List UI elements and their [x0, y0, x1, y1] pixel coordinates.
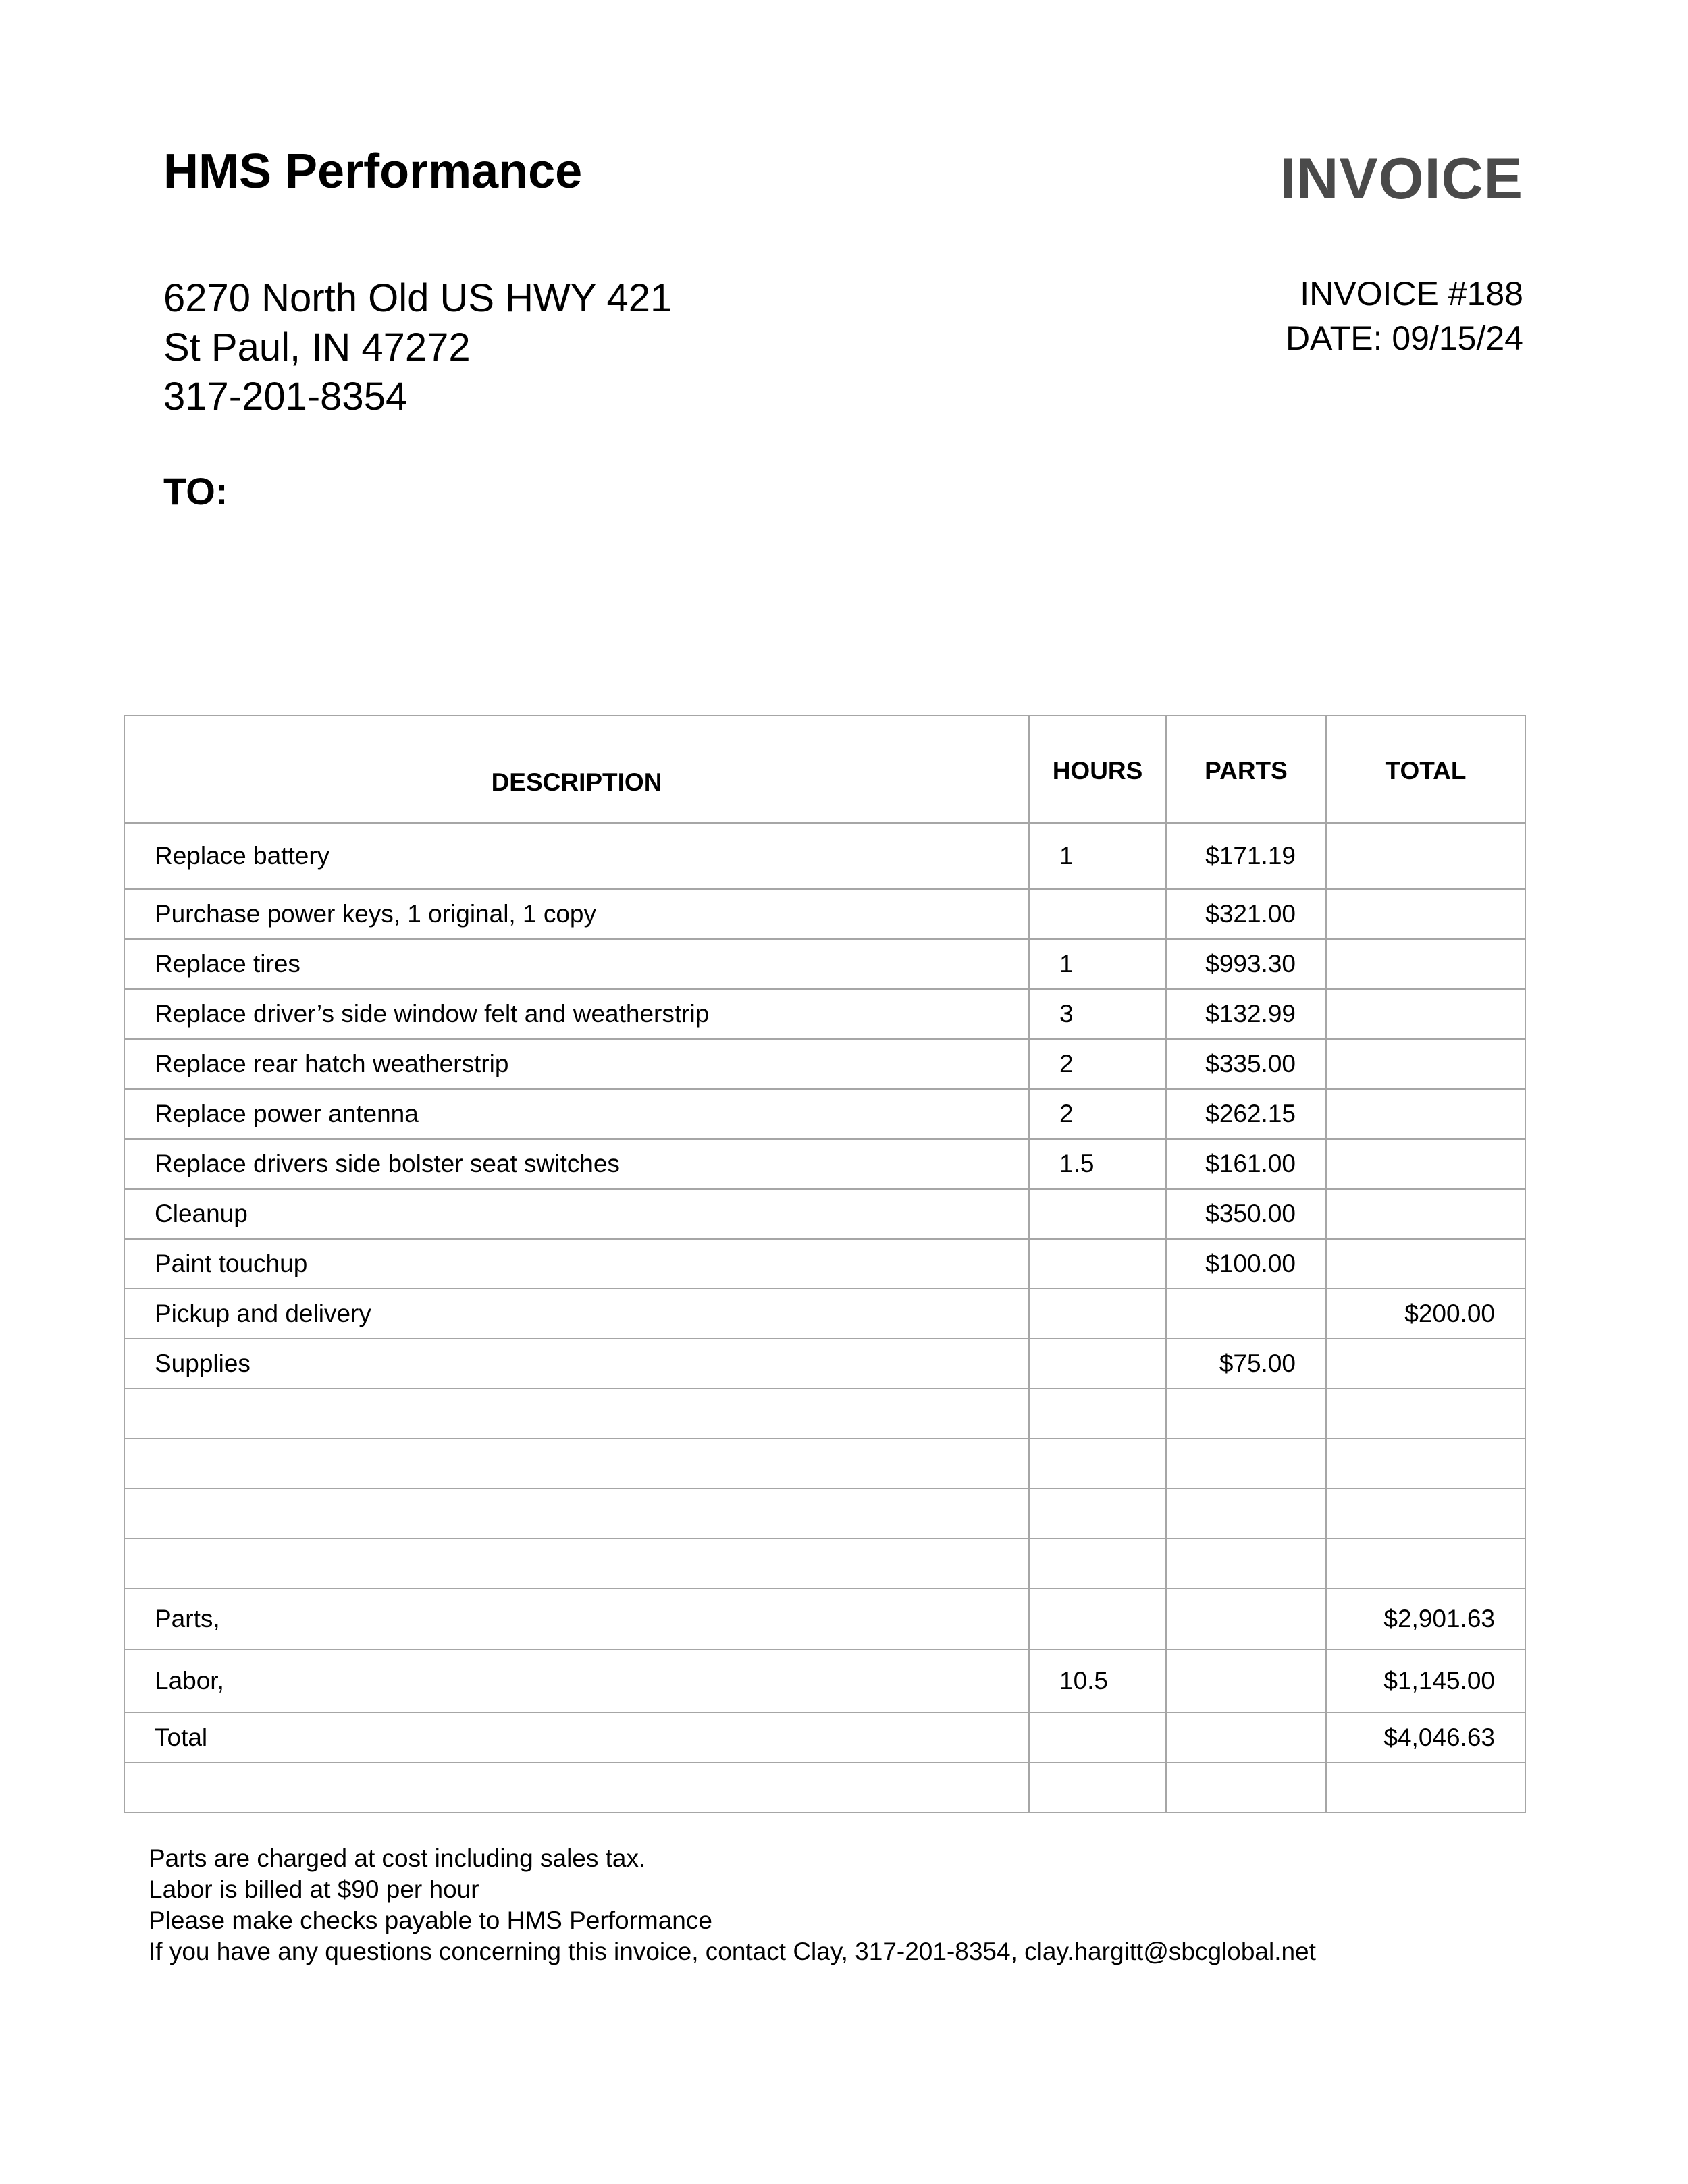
- row-total: [1326, 989, 1525, 1039]
- summary-row-labor: [124, 1649, 1525, 1713]
- summary-parts: [1166, 1763, 1326, 1813]
- note-parts-cost: Parts are charged at cost including sales tax.: [149, 1844, 646, 1872]
- summary-parts: [1166, 1713, 1326, 1763]
- row-parts: $171.19: [1166, 823, 1326, 889]
- row-description: Replace driver’s side window felt and weatherstrip: [124, 989, 1029, 1039]
- summary-hours: 10.5: [1029, 1649, 1166, 1713]
- row-parts: $335.00: [1166, 1039, 1326, 1089]
- row-total: [1326, 823, 1525, 889]
- row-parts: [1166, 1289, 1326, 1339]
- row-parts: [1166, 1439, 1326, 1489]
- row-hours: [1029, 1489, 1166, 1539]
- row-hours: [1029, 1439, 1166, 1489]
- summary-parts: [1166, 1649, 1326, 1713]
- summary-hours: [1029, 1713, 1166, 1763]
- row-hours: [1029, 1339, 1166, 1389]
- row-hours: [1029, 1289, 1166, 1339]
- table-row: [124, 1339, 1525, 1389]
- row-description: [124, 1389, 1029, 1439]
- row-hours: 2: [1029, 1039, 1166, 1089]
- row-description: Replace tires: [124, 939, 1029, 989]
- invoice-number: INVOICE #188: [1300, 275, 1523, 313]
- row-total: [1326, 1489, 1525, 1539]
- row-total: [1326, 1139, 1525, 1189]
- row-parts: [1166, 1539, 1326, 1589]
- row-hours: [1029, 1539, 1166, 1589]
- address-city-state-zip: St Paul, IN 47272: [163, 325, 471, 369]
- table-row-empty: [124, 1439, 1525, 1489]
- row-parts: $75.00: [1166, 1339, 1326, 1389]
- company-name: HMS Performance: [163, 144, 583, 198]
- row-description: Purchase power keys, 1 original, 1 copy: [124, 889, 1029, 939]
- row-total: [1326, 1439, 1525, 1489]
- row-hours: 1: [1029, 823, 1166, 889]
- address-street: 6270 North Old US HWY 421: [163, 276, 672, 320]
- table-row: [124, 1289, 1525, 1339]
- row-hours: [1029, 1239, 1166, 1289]
- row-parts: $262.15: [1166, 1089, 1326, 1139]
- row-parts: [1166, 1389, 1326, 1439]
- row-parts: $321.00: [1166, 889, 1326, 939]
- row-description: Replace battery: [124, 823, 1029, 889]
- summary-total: $1,145.00: [1326, 1649, 1525, 1713]
- invoice-notes: [149, 1843, 1316, 1967]
- row-parts: [1166, 1489, 1326, 1539]
- row-total: [1326, 889, 1525, 939]
- table-row-empty: [124, 1539, 1525, 1589]
- table-row-empty: [124, 1489, 1525, 1539]
- summary-hours: [1029, 1589, 1166, 1649]
- row-parts: $161.00: [1166, 1139, 1326, 1189]
- summary-parts: [1166, 1589, 1326, 1649]
- table-row: [124, 1039, 1525, 1089]
- row-description: Replace drivers side bolster seat switches: [124, 1139, 1029, 1189]
- row-hours: 3: [1029, 989, 1166, 1039]
- address-phone: 317-201-8354: [163, 375, 408, 419]
- invoice-items-table: [124, 715, 1526, 1813]
- row-hours: [1029, 1189, 1166, 1239]
- summary-label: Parts,: [124, 1589, 1029, 1649]
- row-total: [1326, 1389, 1525, 1439]
- header-hours: HOURS: [1029, 716, 1166, 823]
- row-description: Supplies: [124, 1339, 1029, 1389]
- row-total: [1326, 1039, 1525, 1089]
- table-row-empty: [124, 1389, 1525, 1439]
- row-description: [124, 1439, 1029, 1489]
- row-description: Paint touchup: [124, 1239, 1029, 1289]
- invoice-date: DATE: 09/15/24: [1285, 319, 1523, 357]
- row-parts: $100.00: [1166, 1239, 1326, 1289]
- summary-label: Labor,: [124, 1649, 1029, 1713]
- company-address: [163, 273, 672, 421]
- summary-label: Total: [124, 1713, 1029, 1763]
- row-hours: 2: [1029, 1089, 1166, 1139]
- row-total: [1326, 1339, 1525, 1389]
- row-description: Replace rear hatch weatherstrip: [124, 1039, 1029, 1089]
- row-total: [1326, 1239, 1525, 1289]
- row-description: [124, 1489, 1029, 1539]
- row-hours: 1.5: [1029, 1139, 1166, 1189]
- row-total: [1326, 1189, 1525, 1239]
- bill-to-label: TO:: [163, 470, 228, 512]
- row-total: [1326, 1089, 1525, 1139]
- row-hours: [1029, 1389, 1166, 1439]
- row-description: Pickup and delivery: [124, 1289, 1029, 1339]
- note-checks-payable: Please make checks payable to HMS Performance: [149, 1907, 712, 1934]
- row-parts: $350.00: [1166, 1189, 1326, 1239]
- row-parts: $132.99: [1166, 989, 1326, 1039]
- summary-total: $2,901.63: [1326, 1589, 1525, 1649]
- row-hours: 1: [1029, 939, 1166, 989]
- header-total: TOTAL: [1326, 716, 1525, 823]
- row-description: [124, 1539, 1029, 1589]
- summary-total: [1326, 1763, 1525, 1813]
- table-row: [124, 939, 1525, 989]
- table-row: [124, 889, 1525, 939]
- table-row: [124, 1089, 1525, 1139]
- table-header-row: [124, 716, 1525, 823]
- summary-total: $4,046.63: [1326, 1713, 1525, 1763]
- table-row: [124, 1239, 1525, 1289]
- row-total: [1326, 1539, 1525, 1589]
- table-row: [124, 989, 1525, 1039]
- summary-row-total: [124, 1713, 1525, 1763]
- table-row: [124, 1139, 1525, 1189]
- row-parts: $993.30: [1166, 939, 1326, 989]
- summary-hours: [1029, 1763, 1166, 1813]
- note-contact: If you have any questions concerning this invoice, contact Clay, 317-201-8354, clay.hargitt@sbcglobal.net: [149, 1938, 1316, 1965]
- row-total: $200.00: [1326, 1289, 1525, 1339]
- row-description: Replace power antenna: [124, 1089, 1029, 1139]
- table-row: [124, 1189, 1525, 1239]
- summary-label: [124, 1763, 1029, 1813]
- summary-row-parts: [124, 1589, 1525, 1649]
- row-hours: [1029, 889, 1166, 939]
- row-description: Cleanup: [124, 1189, 1029, 1239]
- note-labor-rate: Labor is billed at $90 per hour: [149, 1875, 479, 1903]
- summary-row-empty: [124, 1763, 1525, 1813]
- table-row: [124, 823, 1525, 889]
- invoice-title: INVOICE: [1280, 147, 1523, 211]
- header-description: DESCRIPTION: [124, 716, 1029, 823]
- invoice-meta: [1286, 271, 1523, 361]
- header-parts: PARTS: [1166, 716, 1326, 823]
- row-total: [1326, 939, 1525, 989]
